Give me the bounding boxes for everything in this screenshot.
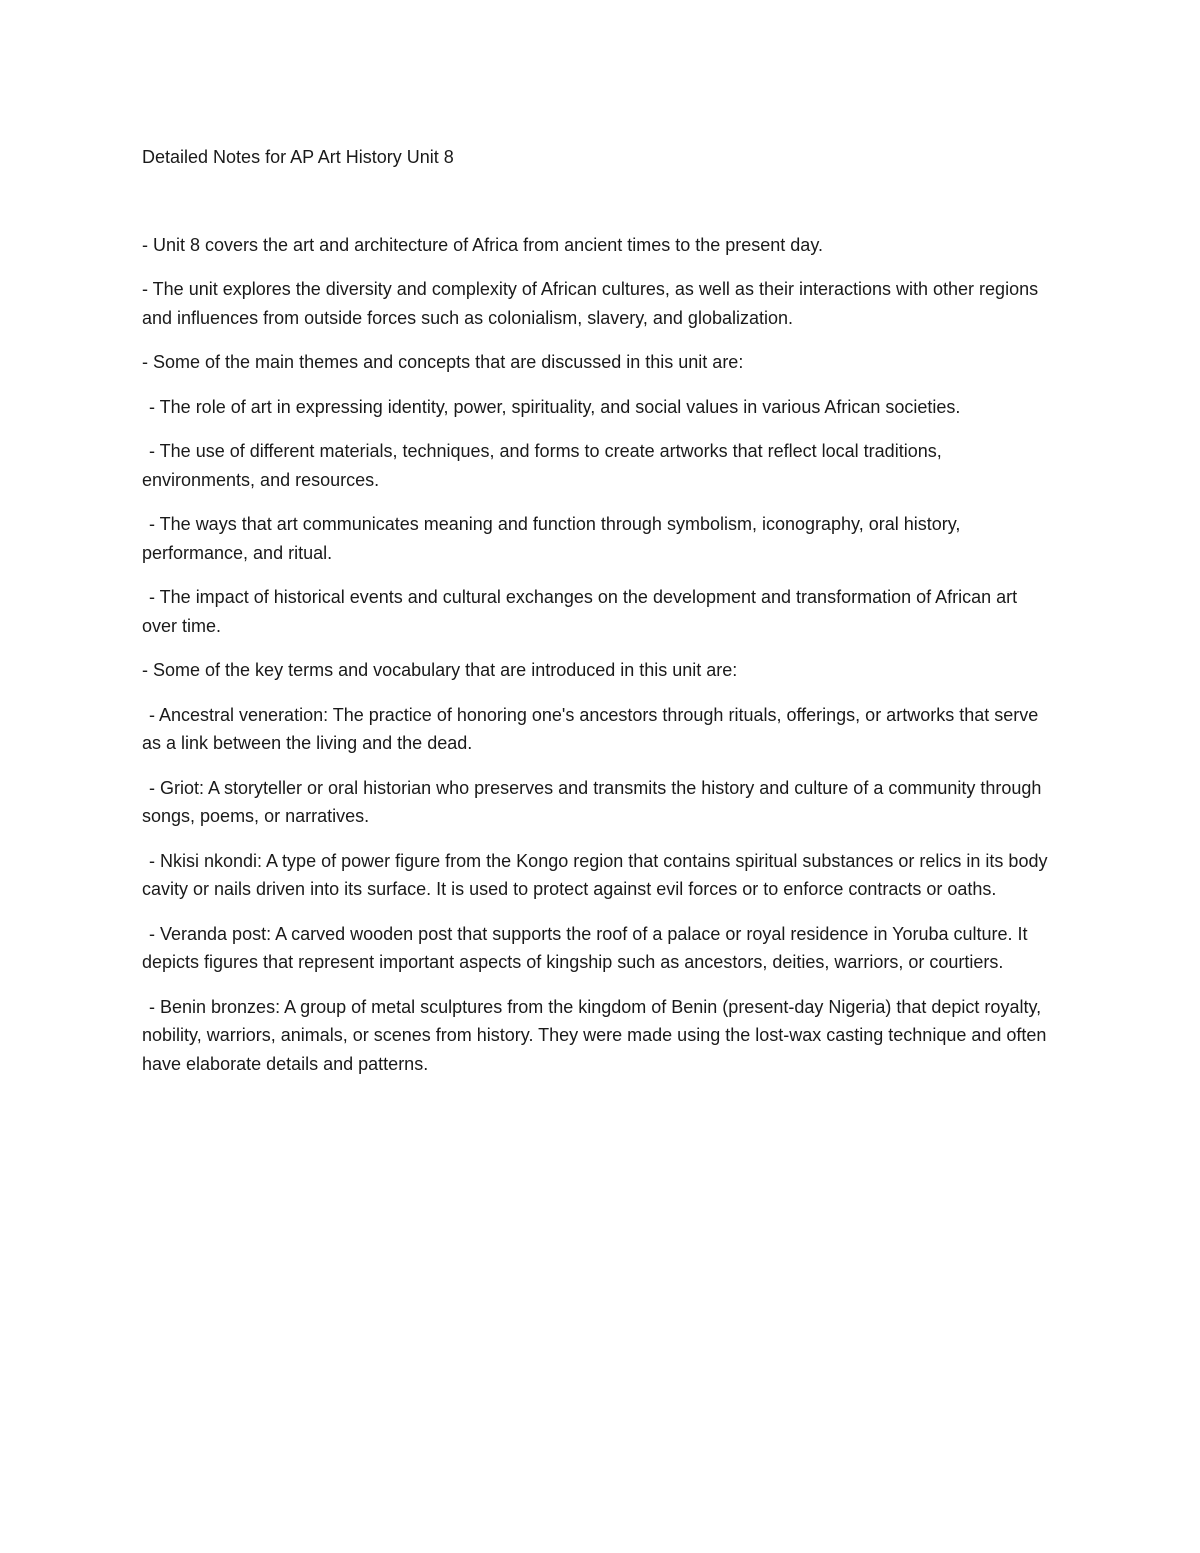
paragraph-theme-meaning: - The ways that art communicates meaning and function through symbolism, iconography, oral history, performance, and ritual. bbox=[142, 514, 961, 563]
paragraph-term-benin-bronzes: - Benin bronzes: A group of metal sculptures from the kingdom of Benin (present-day Nigeria) that depict royalty, nobility, warriors, animals, or scenes from history. They were made using the lost-wax casting technique and often have elaborate details and patterns. bbox=[142, 996, 1047, 1074]
paragraph-theme-materials: - The use of different materials, techniques, and forms to create artworks that reflect local traditions, environments, and resources. bbox=[142, 441, 942, 490]
paragraph-term-nkisi-nkondi: - Nkisi nkondi: A type of power figure from the Kongo region that contains spiritual substances or relics in its body cavity or nails driven into its surface. It is used to protect against evil forces or to enforce contracts or oaths. bbox=[142, 850, 1048, 899]
paragraph-main-themes-intro: - Some of the main themes and concepts that are discussed in this unit are: bbox=[142, 352, 744, 372]
paragraph-term-griot: - Griot: A storyteller or oral historian who preserves and transmits the history and culture of a community through songs, poems, or narratives. bbox=[142, 777, 1042, 826]
paragraph-theme-historical-impact: - The impact of historical events and cultural exchanges on the development and transformation of African art over time. bbox=[142, 587, 1018, 636]
document-title: Detailed Notes for AP Art History Unit 8 bbox=[142, 147, 454, 167]
paragraph-term-ancestral-veneration: - Ancestral veneration: The practice of honoring one's ancestors through rituals, offerings, or artworks that serve as a link between the living and the dead. bbox=[142, 704, 1039, 753]
paragraph-term-veranda-post: - Veranda post: A carved wooden post that supports the roof of a palace or royal residence in Yoruba culture. It depicts figures that represent important aspects of kingship such as ancestors, deities, warriors, or courtiers. bbox=[142, 923, 1028, 972]
paragraph-unit-explores: - The unit explores the diversity and complexity of African cultures, as well as their interactions with other regions and influences from outside forces such as colonialism, slavery, and globalization. bbox=[142, 279, 1039, 328]
paragraph-theme-role-of-art: - The role of art in expressing identity, power, spirituality, and social values in various African societies. bbox=[149, 396, 961, 417]
paragraph-key-terms-intro: - Some of the key terms and vocabulary that are introduced in this unit are: bbox=[142, 660, 738, 680]
paragraph-unit-scope: - Unit 8 covers the art and architecture of Africa from ancient times to the present day. bbox=[142, 234, 823, 255]
